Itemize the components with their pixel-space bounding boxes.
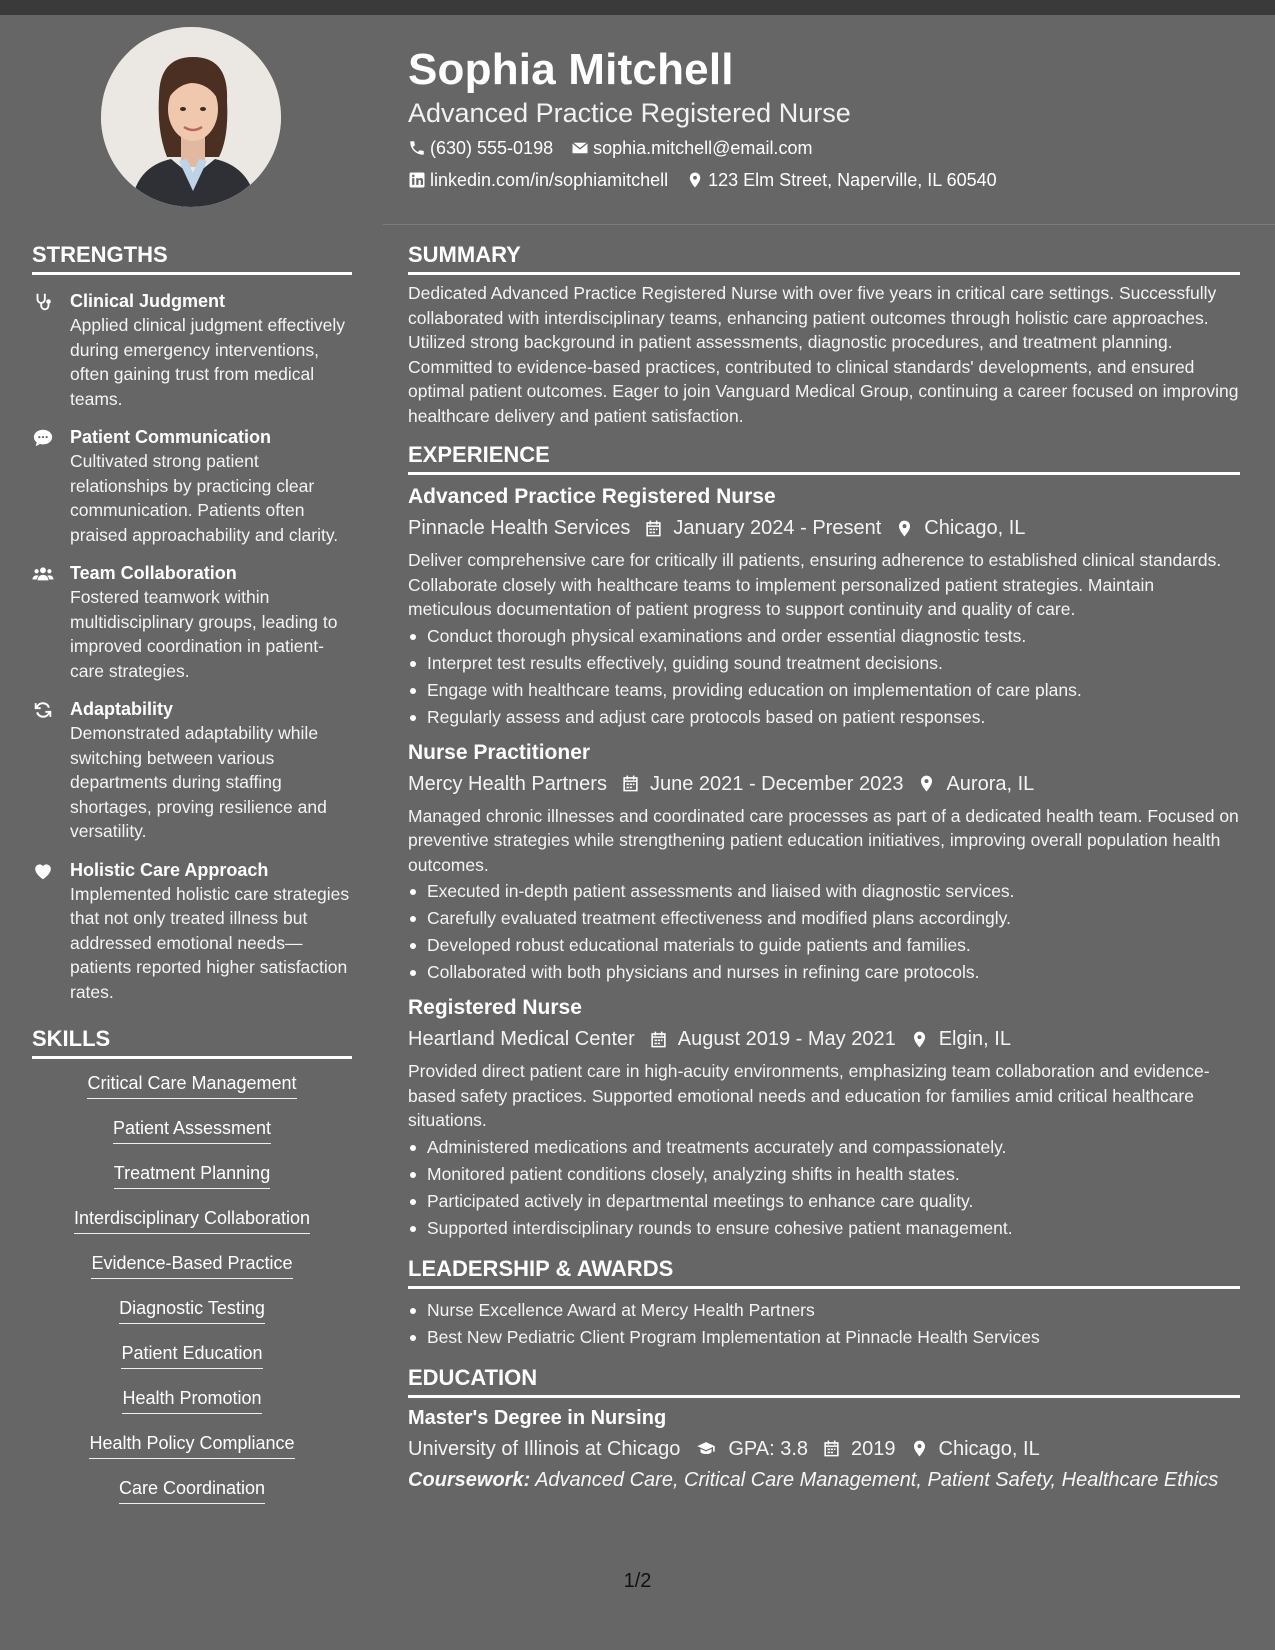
calendar-icon bbox=[644, 519, 663, 538]
education-heading: EDUCATION bbox=[408, 1363, 1240, 1398]
list-item: Collaborated with both physicians and nurses in refining care protocols. bbox=[408, 959, 1240, 986]
linkedin-icon bbox=[408, 171, 426, 189]
calendar-icon bbox=[621, 774, 640, 793]
job-company: Pinnacle Health Services bbox=[408, 517, 631, 539]
job-entry bbox=[408, 739, 1240, 987]
job-dates: June 2021 - December 2023 bbox=[649, 772, 904, 795]
main-column bbox=[408, 240, 1240, 1494]
graduation-year: 2019 bbox=[851, 1437, 896, 1460]
phone-icon bbox=[408, 139, 426, 157]
job-dates-wrap bbox=[644, 514, 881, 542]
coursework bbox=[408, 1466, 1240, 1494]
list-item: Interpret test results effectively, guiding sound treatment decisions. bbox=[408, 650, 1240, 677]
page-number: 1/2 bbox=[623, 1570, 652, 1592]
skill-item: Treatment Planning bbox=[114, 1161, 270, 1189]
job-dates: August 2019 - May 2021 bbox=[677, 1028, 896, 1050]
header-divider bbox=[383, 224, 1275, 225]
job-entry bbox=[408, 483, 1240, 731]
education-meta bbox=[408, 1435, 1240, 1463]
job-dates-wrap bbox=[649, 1025, 896, 1053]
users-icon bbox=[32, 563, 54, 585]
strength-title: Clinical Judgment bbox=[70, 291, 226, 311]
map-pin-icon bbox=[895, 519, 914, 538]
top-bar bbox=[0, 0, 1275, 15]
address-contact bbox=[686, 168, 997, 192]
job-entry bbox=[408, 994, 1240, 1242]
skill-item: Evidence-Based Practice bbox=[91, 1251, 292, 1279]
list-item: Participated actively in departmental meetings to enhance care quality. bbox=[408, 1188, 1240, 1215]
contact-row-1 bbox=[408, 136, 1248, 160]
experience-heading: EXPERIENCE bbox=[408, 440, 1240, 475]
list-item: Regularly assess and adjust care protocols based on patient responses. bbox=[408, 704, 1240, 731]
coursework-label: Coursework: bbox=[408, 1468, 531, 1491]
address-text: 123 Elm Street, Naperville, IL 60540 bbox=[708, 170, 997, 190]
skills-heading: SKILLS bbox=[32, 1024, 352, 1059]
strength-title: Team Collaboration bbox=[70, 563, 237, 583]
gpa-wrap bbox=[694, 1435, 808, 1463]
skill-item: Diagnostic Testing bbox=[119, 1296, 265, 1324]
list-item: Carefully evaluated treatment effectiveness and modified plans accordingly. bbox=[408, 905, 1240, 932]
job-bullets bbox=[408, 623, 1240, 731]
contact-row-2 bbox=[408, 168, 1248, 192]
job-title: Nurse Practitioner bbox=[408, 740, 591, 764]
phone-contact bbox=[408, 136, 553, 160]
job-bullets bbox=[408, 878, 1240, 986]
strength-desc: Demonstrated adaptability while switching between various departments during staffing shortages, proving resilience and versatility. bbox=[70, 723, 327, 841]
skill-item: Interdisciplinary Collaboration bbox=[74, 1206, 310, 1234]
strengths-heading: STRENGTHS bbox=[32, 240, 352, 275]
linkedin-text: linkedin.com/in/sophiamitchell bbox=[430, 170, 669, 190]
strength-desc: Fostered teamwork within multidisciplinary groups, leading to improved coordination in patient-care strategies. bbox=[70, 587, 338, 681]
stethoscope-icon bbox=[32, 291, 54, 313]
list-item: Monitored patient conditions closely, analyzing shifts in health states. bbox=[408, 1161, 1240, 1188]
portrait-illustration bbox=[101, 27, 281, 207]
skill-item: Critical Care Management bbox=[87, 1071, 296, 1099]
strength-desc: Applied clinical judgment effectively during emergency interventions, often gaining trust from medical teams. bbox=[70, 315, 345, 409]
list-item: Best New Pediatric Client Program Implementation at Pinnacle Health Services bbox=[408, 1324, 1240, 1351]
job-title: Advanced Practice Registered Nurse bbox=[408, 485, 776, 508]
strength-item bbox=[32, 289, 352, 411]
job-meta bbox=[408, 514, 1240, 542]
job-location: Chicago, IL bbox=[924, 517, 1026, 539]
strengths-list bbox=[32, 289, 352, 1004]
school-name: University of Illinois at Chicago bbox=[408, 1437, 681, 1460]
strength-item bbox=[32, 697, 352, 844]
gpa-text: GPA: 3.8 bbox=[728, 1437, 809, 1460]
job-location-wrap bbox=[910, 1025, 1011, 1053]
strength-item bbox=[32, 858, 352, 1005]
skill-item: Care Coordination bbox=[119, 1476, 265, 1504]
graduation-cap-icon bbox=[694, 1439, 718, 1458]
job-location: Aurora, IL bbox=[946, 772, 1035, 795]
email-text: sophia.mitchell@email.com bbox=[593, 138, 813, 158]
skills-list bbox=[32, 1071, 352, 1521]
job-company: Mercy Health Partners bbox=[408, 772, 607, 795]
job-description: Deliver comprehensive care for critically ill patients, ensuring adherence to established clinical standards. Collaborate closely with healthcare teams to implement personalized patient strategies. Maintain meticulous documentation of patient progress to support continuity and quality of care. bbox=[408, 550, 1222, 619]
list-item: Engage with healthcare teams, providing education on implementation of care plans. bbox=[408, 677, 1240, 704]
profile-photo bbox=[101, 27, 281, 207]
candidate-name: Sophia Mitchell bbox=[408, 45, 734, 94]
resume-header bbox=[408, 44, 1248, 192]
job-meta bbox=[408, 1025, 1240, 1053]
strength-title: Patient Communication bbox=[70, 427, 272, 447]
job-description: Managed chronic illnesses and coordinated care processes as part of a dedicated health team. Focused on preventive strategies while strengthening patient education initiatives, improving overall population health outcomes. bbox=[408, 805, 1239, 875]
map-pin-icon bbox=[910, 1030, 929, 1049]
degree-title: Master's Degree in Nursing bbox=[408, 1406, 667, 1429]
refresh-icon bbox=[32, 699, 54, 721]
strength-title: Holistic Care Approach bbox=[70, 859, 269, 880]
summary-heading: SUMMARY bbox=[408, 240, 1240, 275]
envelope-icon bbox=[571, 139, 589, 157]
job-dates-wrap bbox=[621, 770, 904, 798]
sidebar bbox=[32, 240, 352, 1521]
skill-item: Patient Education bbox=[121, 1341, 262, 1369]
strength-title: Adaptability bbox=[70, 699, 174, 719]
list-item: Conduct thorough physical examinations and order essential diagnostic tests. bbox=[408, 623, 1240, 650]
year-wrap bbox=[822, 1435, 896, 1463]
job-location-wrap bbox=[917, 770, 1034, 798]
phone-text: (630) 555-0198 bbox=[430, 138, 554, 158]
job-description: Provided direct patient care in high-acuity environments, emphasizing team collaboration and evidence-based safety practices. Supported emotional needs and education for families amid critical healthcare situations. bbox=[408, 1061, 1210, 1130]
list-item: Supported interdisciplinary rounds to ensure cohesive patient management. bbox=[408, 1215, 1240, 1242]
list-item: Developed robust educational materials to guide patients and families. bbox=[408, 932, 1240, 959]
list-item: Nurse Excellence Award at Mercy Health Partners bbox=[408, 1297, 1240, 1324]
coursework-text: Advanced Care, Critical Care Management, Patient Safety, Healthcare Ethics bbox=[535, 1468, 1219, 1491]
school-location: Chicago, IL bbox=[938, 1437, 1040, 1460]
awards-heading: LEADERSHIP & AWARDS bbox=[408, 1254, 1240, 1289]
job-company: Heartland Medical Center bbox=[408, 1028, 635, 1050]
skill-item: Patient Assessment bbox=[113, 1116, 271, 1144]
list-item: Administered medications and treatments accurately and compassionately. bbox=[408, 1134, 1240, 1161]
skill-item: Health Promotion bbox=[122, 1386, 261, 1414]
edu-location-wrap bbox=[910, 1435, 1040, 1463]
job-location-wrap bbox=[895, 514, 1025, 542]
strength-desc: Implemented holistic care strategies that not only treated illness but addressed emotional needs—patients reported higher satisfaction rates. bbox=[70, 883, 350, 1002]
awards-list bbox=[408, 1297, 1240, 1351]
email-contact[interactable] bbox=[571, 136, 812, 160]
map-pin-icon bbox=[917, 774, 936, 793]
chat-bubble-icon bbox=[32, 427, 54, 449]
strength-desc: Cultivated strong patient relationships by practicing clear communication. Patients often praised approachability and clarity. bbox=[70, 451, 339, 545]
map-pin-icon bbox=[686, 171, 704, 189]
strength-item bbox=[32, 425, 352, 547]
candidate-title: Advanced Practice Registered Nurse bbox=[408, 98, 851, 128]
skill-item: Health Policy Compliance bbox=[89, 1431, 294, 1459]
job-location: Elgin, IL bbox=[938, 1028, 1011, 1050]
job-dates: January 2024 - Present bbox=[673, 517, 882, 539]
heart-icon bbox=[32, 860, 54, 882]
summary-text: Dedicated Advanced Practice Registered Nurse with over five years in critical care settings. Successfully collaborated with interdisciplinary teams, enhancing patient outcomes through holistic care approaches. Utilized strong background in patient assessments, diagnostic procedures, and treatment planning. Committed to evidence-based practices, contributed to clinical standards' developments, and ensured optimal patient outcomes. Eager to join Vanguard Medical Group, continuing a career focused on improving healthcare delivery and patient satisfaction. bbox=[408, 283, 1239, 426]
job-meta bbox=[408, 770, 1240, 798]
calendar-icon bbox=[822, 1439, 841, 1458]
calendar-icon bbox=[649, 1030, 668, 1049]
linkedin-contact[interactable] bbox=[408, 168, 668, 192]
job-title: Registered Nurse bbox=[408, 996, 582, 1019]
job-bullets bbox=[408, 1134, 1240, 1242]
strength-item bbox=[32, 561, 352, 683]
list-item: Executed in-depth patient assessments and liaised with diagnostic services. bbox=[408, 878, 1240, 905]
map-pin-icon bbox=[910, 1439, 929, 1458]
